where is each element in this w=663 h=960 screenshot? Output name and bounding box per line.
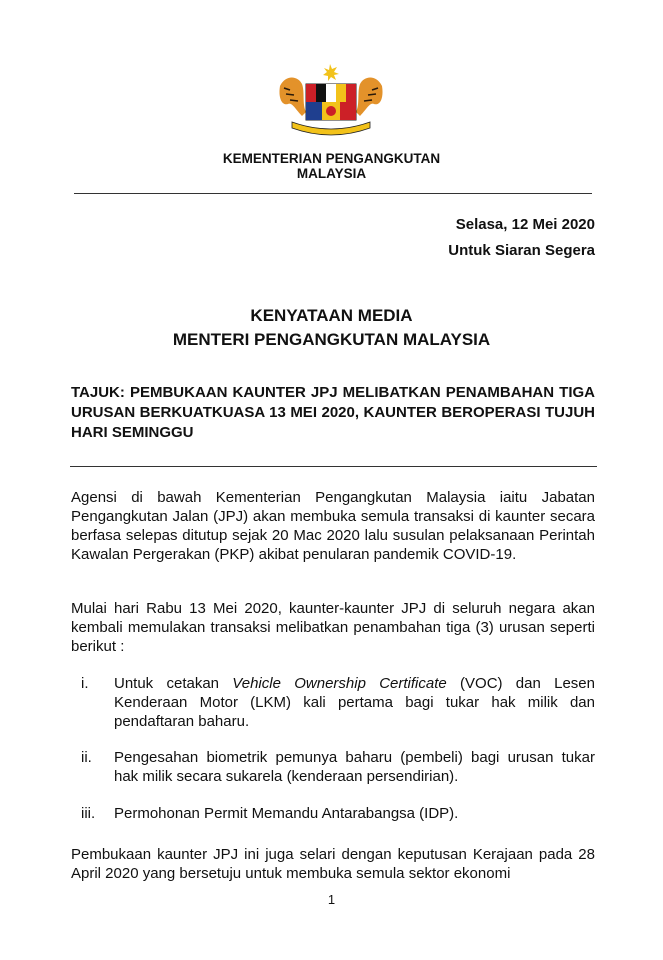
ministry-name: KEMENTERIAN PENGANGKUTAN bbox=[222, 151, 441, 166]
header-divider bbox=[74, 193, 592, 194]
list-item-number: ii. bbox=[81, 749, 92, 766]
subject-divider bbox=[70, 466, 597, 467]
paragraph-announcement: Mulai hari Rabu 13 Mei 2020, kaunter-kaunter JPJ di seluruh negara akan kembali memulakan transaksi melibatkan penambahan tiga (3) urusan seperti berikut : bbox=[71, 600, 595, 655]
list-item-text-italic: Vehicle Ownership Certificate bbox=[232, 675, 447, 692]
document-title: KENYATAAN MEDIA bbox=[250, 306, 413, 325]
release-date: Selasa, 12 Mei 2020 bbox=[455, 216, 595, 233]
paragraph-continuation: Pembukaan kaunter JPJ ini juga selari dengan keputusan Kerajaan pada 28 April 2020 yang bersetuju untuk membuka semula sektor ekonomi bbox=[71, 846, 595, 882]
list-item-text-part: Untuk cetakan bbox=[114, 675, 233, 692]
release-instruction: Untuk Siaran Segera bbox=[448, 242, 595, 259]
list-item-number: i. bbox=[81, 675, 89, 692]
list-item-text-part: (VOC) dan Lesen Kenderaan Motor (LKM) kali pertama bagi tukar hak milik dan pendaftaran baharu. bbox=[114, 675, 595, 730]
paragraph-intro: Agensi di bawah Kementerian Pengangkutan Malaysia iaitu Jabatan Pengangkutan Jalan (JPJ) akan membuka semula transaksi di kaunter secara berfasa selepas ditutup sejak 20 Mac 2020 lalu susulan pelaksanaan Perintah Kawalan Pergerakan (PKP) akibat penularan pandemik COVID-19. bbox=[71, 489, 595, 563]
document-subtitle: MENTERI PENGANGKUTAN MALAYSIA bbox=[172, 330, 491, 349]
ministry-country: MALAYSIA bbox=[296, 166, 367, 181]
list-item-text: Pengesahan biometrik pemunya baharu (pembeli) bagi urusan tukar hak milik secara sukarela (kenderaan persendirian). bbox=[114, 749, 595, 785]
subject-heading: TAJUK: PEMBUKAAN KAUNTER JPJ MELIBATKAN PENAMBAHAN TIGA URUSAN BERKUATKUASA 13 MEI 2020, KAUNTER BEROPERASI TUJUH HARI SEMINGGU bbox=[71, 384, 595, 441]
list-item-text bbox=[114, 674, 595, 731]
list-item-text: Permohonan Permit Memandu Antarabangsa (IDP). bbox=[114, 805, 459, 822]
coat-of-arms-crest bbox=[272, 62, 390, 138]
page-number: 1 bbox=[327, 892, 336, 907]
list-item-number: iii. bbox=[81, 805, 96, 822]
